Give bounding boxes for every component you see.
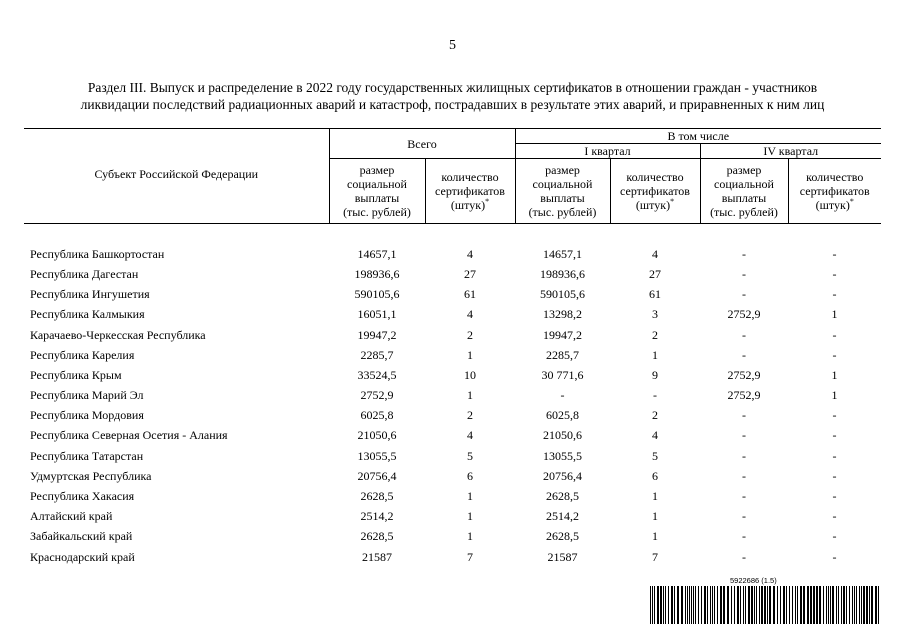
table-row bbox=[24, 285, 881, 305]
q4-sum: - bbox=[742, 448, 746, 463]
q4-count: - bbox=[832, 408, 837, 423]
subject-name: Забайкальский край bbox=[30, 529, 133, 544]
total-sum: 14657,1 bbox=[357, 246, 397, 261]
q1-count: 7 bbox=[652, 549, 658, 564]
count-line: сертификатов bbox=[799, 184, 870, 198]
total-count: 5 bbox=[467, 448, 473, 463]
count-line: (штук)* bbox=[450, 197, 490, 212]
subject-name: Удмуртская Республика bbox=[30, 468, 152, 483]
total-count: 1 bbox=[467, 509, 473, 524]
total-count: 4 bbox=[467, 307, 473, 322]
total-count: 6 bbox=[467, 468, 473, 483]
q4-count: - bbox=[832, 347, 837, 362]
footnote-mark: * bbox=[670, 197, 675, 206]
total-count: 2 bbox=[467, 327, 473, 342]
header-q1-payment bbox=[515, 159, 610, 224]
table-row bbox=[24, 527, 881, 547]
total-count: 1 bbox=[467, 347, 473, 362]
q1-sum: 21587 bbox=[547, 549, 578, 564]
payment-line: размер bbox=[726, 163, 762, 177]
payment-line: размер bbox=[545, 163, 580, 177]
title-line-1: Раздел III. Выпуск и распределение в 2022 году государственных жилищных сертификатов в отношении граждан - участников bbox=[87, 80, 818, 95]
subject-name: Республика Калмыкия bbox=[30, 307, 145, 322]
q4-sum: - bbox=[742, 529, 746, 544]
q4-sum: - bbox=[742, 428, 746, 443]
q4-sum: 2752,9 bbox=[727, 388, 761, 403]
q1-count: 1 bbox=[652, 489, 658, 504]
table-row bbox=[24, 345, 881, 365]
q1-sum: 20756,4 bbox=[543, 468, 582, 483]
header-q1-count bbox=[610, 159, 700, 224]
count-line: количество bbox=[441, 170, 499, 184]
q4-count: - bbox=[832, 468, 837, 483]
subject-name: Республика Крым bbox=[30, 367, 122, 382]
payment-line: размер bbox=[359, 163, 395, 177]
table-row bbox=[24, 486, 881, 506]
q4-sum: - bbox=[742, 489, 746, 504]
page-number: 5 bbox=[449, 38, 456, 53]
total-sum: 2628,5 bbox=[360, 529, 394, 544]
table-row bbox=[24, 547, 881, 567]
q1-sum: 21050,6 bbox=[543, 428, 582, 443]
count-line: количество bbox=[626, 170, 684, 184]
q1-count: 3 bbox=[652, 307, 658, 322]
payment-line: выплаты bbox=[721, 191, 767, 205]
table-row bbox=[24, 365, 881, 385]
total-sum: 2628,5 bbox=[360, 489, 394, 504]
header-total: Всего bbox=[329, 129, 515, 159]
barcode-bars bbox=[650, 586, 882, 624]
count-line: количество bbox=[806, 170, 864, 184]
q1-count: 2 bbox=[652, 408, 658, 423]
footnote-mark: * bbox=[485, 197, 490, 206]
header-q1: I квартал bbox=[515, 144, 700, 159]
total-sum: 21587 bbox=[362, 549, 392, 564]
total-sum: 13055,5 bbox=[357, 448, 397, 463]
q1-count: 5 bbox=[652, 448, 658, 463]
q1-count: 27 bbox=[649, 266, 661, 281]
payment-line: (тыс. рублей) bbox=[343, 205, 411, 219]
total-count: 1 bbox=[467, 489, 473, 504]
total-sum: 19947,2 bbox=[357, 327, 397, 342]
q1-sum: 13055,5 bbox=[543, 448, 582, 463]
q4-sum: 2752,9 bbox=[727, 367, 761, 382]
table-row bbox=[24, 466, 881, 486]
total-sum: 20756,4 bbox=[357, 468, 397, 483]
q4-count: - bbox=[832, 428, 837, 443]
q4-sum: - bbox=[742, 266, 746, 281]
header-q4-count bbox=[788, 159, 881, 224]
subject-name: Республика Ингушетия bbox=[30, 287, 150, 302]
table-row bbox=[24, 507, 881, 527]
total-count: 4 bbox=[467, 428, 473, 443]
total-sum: 16051,1 bbox=[357, 307, 397, 322]
total-count: 1 bbox=[467, 529, 473, 544]
count-line: (штук)* bbox=[635, 197, 675, 212]
total-count: 10 bbox=[464, 367, 476, 382]
q4-sum: - bbox=[742, 549, 746, 564]
q1-sum: 2514,2 bbox=[546, 509, 579, 524]
total-count: 7 bbox=[467, 549, 473, 564]
q4-count: - bbox=[832, 448, 837, 463]
q1-count: - bbox=[653, 388, 657, 403]
q1-count: 4 bbox=[652, 246, 658, 261]
header-subject: Субъект Российской Федерации bbox=[24, 129, 329, 224]
q4-sum: - bbox=[742, 468, 746, 483]
section-title bbox=[24, 79, 881, 113]
q1-sum: 19947,2 bbox=[543, 327, 582, 342]
table-row bbox=[24, 325, 881, 345]
total-sum: 33524,5 bbox=[357, 367, 397, 382]
q1-count: 1 bbox=[652, 509, 658, 524]
q4-count: - bbox=[832, 509, 837, 524]
q4-count: 1 bbox=[831, 388, 838, 403]
subject-name: Республика Хакасия bbox=[30, 489, 135, 504]
q1-sum: - bbox=[560, 388, 565, 403]
q4-count: - bbox=[832, 327, 837, 342]
subject-name: Республика Северная Осетия - Алания bbox=[30, 428, 228, 443]
q4-sum: - bbox=[742, 509, 746, 524]
total-sum: 2752,9 bbox=[360, 388, 394, 403]
q1-sum: 13298,2 bbox=[543, 307, 582, 322]
subject-name: Республика Татарстан bbox=[30, 448, 144, 463]
q4-count: - bbox=[832, 489, 837, 504]
header-total-count bbox=[425, 159, 515, 224]
subject-name: Карачаево-Черкесская Республика bbox=[30, 327, 206, 342]
q4-count: - bbox=[832, 549, 837, 564]
total-count: 4 bbox=[467, 246, 473, 261]
q1-count: 61 bbox=[649, 287, 661, 302]
payment-line: социальной bbox=[532, 177, 593, 191]
subject-name: Республика Дагестан bbox=[30, 266, 139, 281]
q4-count: 1 bbox=[831, 367, 838, 382]
table-row bbox=[24, 305, 881, 325]
payment-line: (тыс. рублей) bbox=[528, 205, 597, 219]
header-including: В том числе bbox=[515, 129, 881, 144]
barcode bbox=[650, 576, 882, 634]
table-row bbox=[24, 426, 881, 446]
q4-count: 1 bbox=[831, 307, 838, 322]
total-count: 1 bbox=[467, 388, 473, 403]
q4-count: - bbox=[832, 287, 837, 302]
table-row bbox=[24, 244, 881, 264]
table-row bbox=[24, 446, 881, 466]
q4-count: - bbox=[832, 246, 837, 261]
q1-count: 9 bbox=[652, 367, 658, 382]
q4-count: - bbox=[832, 529, 837, 544]
subject-name: Краснодарский край bbox=[30, 549, 135, 564]
table-body bbox=[24, 224, 881, 568]
payment-line: (тыс. рублей) bbox=[710, 205, 778, 219]
count-line: (штук)* bbox=[815, 197, 854, 212]
count-line: сертификатов bbox=[620, 184, 690, 198]
q4-sum: 2752,9 bbox=[727, 307, 761, 322]
barcode-code: 5922686 (1.5) bbox=[730, 576, 777, 585]
total-sum: 198936,6 bbox=[354, 266, 400, 281]
subject-name: Республика Мордовия bbox=[30, 408, 144, 423]
q1-count: 6 bbox=[652, 468, 658, 483]
footnote-mark: * bbox=[849, 197, 854, 206]
q1-sum: 30 771,6 bbox=[541, 367, 584, 382]
payment-line: выплаты bbox=[540, 191, 585, 205]
q1-sum: 590105,6 bbox=[540, 287, 585, 302]
payment-line: социальной bbox=[347, 177, 407, 191]
q1-sum: 2628,5 bbox=[546, 529, 579, 544]
table-row bbox=[24, 386, 881, 406]
q1-count: 4 bbox=[652, 428, 658, 443]
header-total-payment bbox=[329, 159, 425, 224]
count-line: сертификатов bbox=[435, 184, 505, 198]
q4-sum: - bbox=[742, 408, 746, 423]
subject-name: Республика Карелия bbox=[30, 347, 135, 362]
total-sum: 590105,6 bbox=[354, 287, 400, 302]
subject-name: Республика Башкортостан bbox=[30, 246, 165, 261]
q1-count: 1 bbox=[652, 347, 658, 362]
q4-sum: - bbox=[742, 347, 746, 362]
table-row bbox=[24, 264, 881, 284]
header-q4-payment bbox=[700, 159, 788, 224]
total-sum: 2285,7 bbox=[360, 347, 394, 362]
payment-line: выплаты bbox=[354, 191, 400, 205]
q1-count: 2 bbox=[652, 327, 658, 342]
total-count: 2 bbox=[467, 408, 473, 423]
q1-sum: 2628,5 bbox=[546, 489, 579, 504]
q4-count: - bbox=[832, 266, 837, 281]
total-count: 61 bbox=[464, 287, 476, 302]
total-sum: 21050,6 bbox=[357, 428, 397, 443]
q1-sum: 2285,7 bbox=[546, 347, 579, 362]
q1-count: 1 bbox=[652, 529, 658, 544]
subject-name: Республика Марий Эл bbox=[30, 388, 144, 403]
certificates-table bbox=[24, 128, 881, 567]
q1-sum: 14657,1 bbox=[543, 246, 582, 261]
q4-sum: - bbox=[742, 246, 746, 261]
total-count: 27 bbox=[464, 266, 476, 281]
title-line-2: ликвидации последствий радиационных аварий и катастроф, пострадавших в результате этих аварий, и приравненных к ним лиц bbox=[80, 97, 825, 112]
total-sum: 2514,2 bbox=[360, 509, 394, 524]
table-header bbox=[24, 129, 881, 224]
q4-sum: - bbox=[742, 287, 746, 302]
subject-name: Алтайский край bbox=[30, 509, 113, 524]
q1-sum: 6025,8 bbox=[546, 408, 579, 423]
table-row bbox=[24, 406, 881, 426]
header-q4: IV квартал bbox=[700, 144, 881, 159]
total-sum: 6025,8 bbox=[360, 408, 394, 423]
q1-sum: 198936,6 bbox=[540, 266, 585, 281]
payment-line: социальной bbox=[714, 177, 774, 191]
q4-sum: - bbox=[742, 327, 746, 342]
